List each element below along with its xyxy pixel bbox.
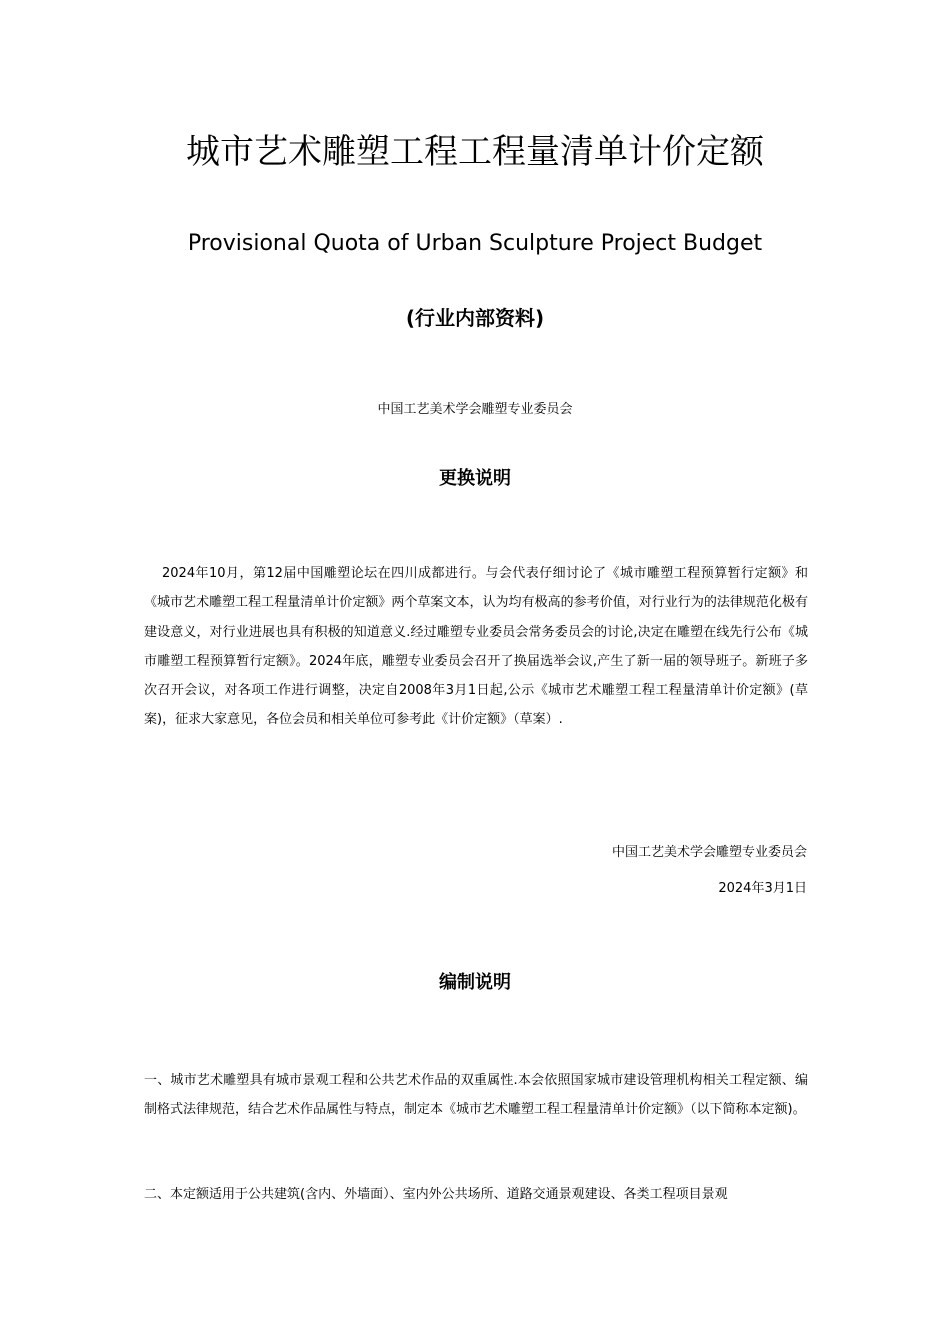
compilation-item-1: 一、城市艺术雕塑具有城市景观工程和公共艺术作品的双重属性.本会依照国家城市建设管理机构相关工程定额、编制格式法律规范，结合艺术作品属性与特点，制定本《城市艺术雕塑工程工程量清单计价定额》（以下简称本定额)。 (144, 1073, 808, 1118)
issuing-organization: 中国工艺美术学会雕塑专业委员会 (377, 402, 573, 417)
compilation-section-heading: 编制说明 (439, 972, 511, 993)
main-title: 城市艺术雕塑工程工程量清单计价定额 (186, 132, 764, 172)
signature-organization: 中国工艺美术学会雕塑专业委员会 (611, 845, 807, 860)
document-subtitle: (行业内部资料) (405, 306, 545, 330)
replacement-paragraph: 2024年10月，第12届中国雕塑论坛在四川成都进行。与会代表仔细讨论了《城市雕塑工程预算暂行定额》和《城市艺术雕塑工程工程量清单计价定额》两个草案文本，认为均有极高的参考价值，对行业行为的法律规范化极有建设意义，对行业进展也具有积极的知道意义.经过雕塑专业委员会常务委员会的讨论,决定在雕塑在线先行公布《城市雕塑工程预算暂行定额》。2024年底，雕塑专业委员会召开了换届选举会议,产生了新一届的领导班子。新班子多次召开会议，对各项工作进行调整，决定自2008年3月1日起,公示《城市艺术雕塑工程工程量清单计价定额》(草案)，征求大家意见，各位会员和相关单位可参考此《计价定额》（草案）. (144, 566, 808, 728)
english-title: Provisional Quota of Urban Sculpture Project Budget (187, 231, 763, 256)
signature-date: 2024年3月1日 (718, 881, 807, 896)
replacement-section-heading: 更换说明 (439, 468, 511, 489)
compilation-item-2: 二、本定额适用于公共建筑(含内、外墙面）、室内外公共场所、道路交通景观建设、各类工程项目景观 (144, 1187, 728, 1202)
